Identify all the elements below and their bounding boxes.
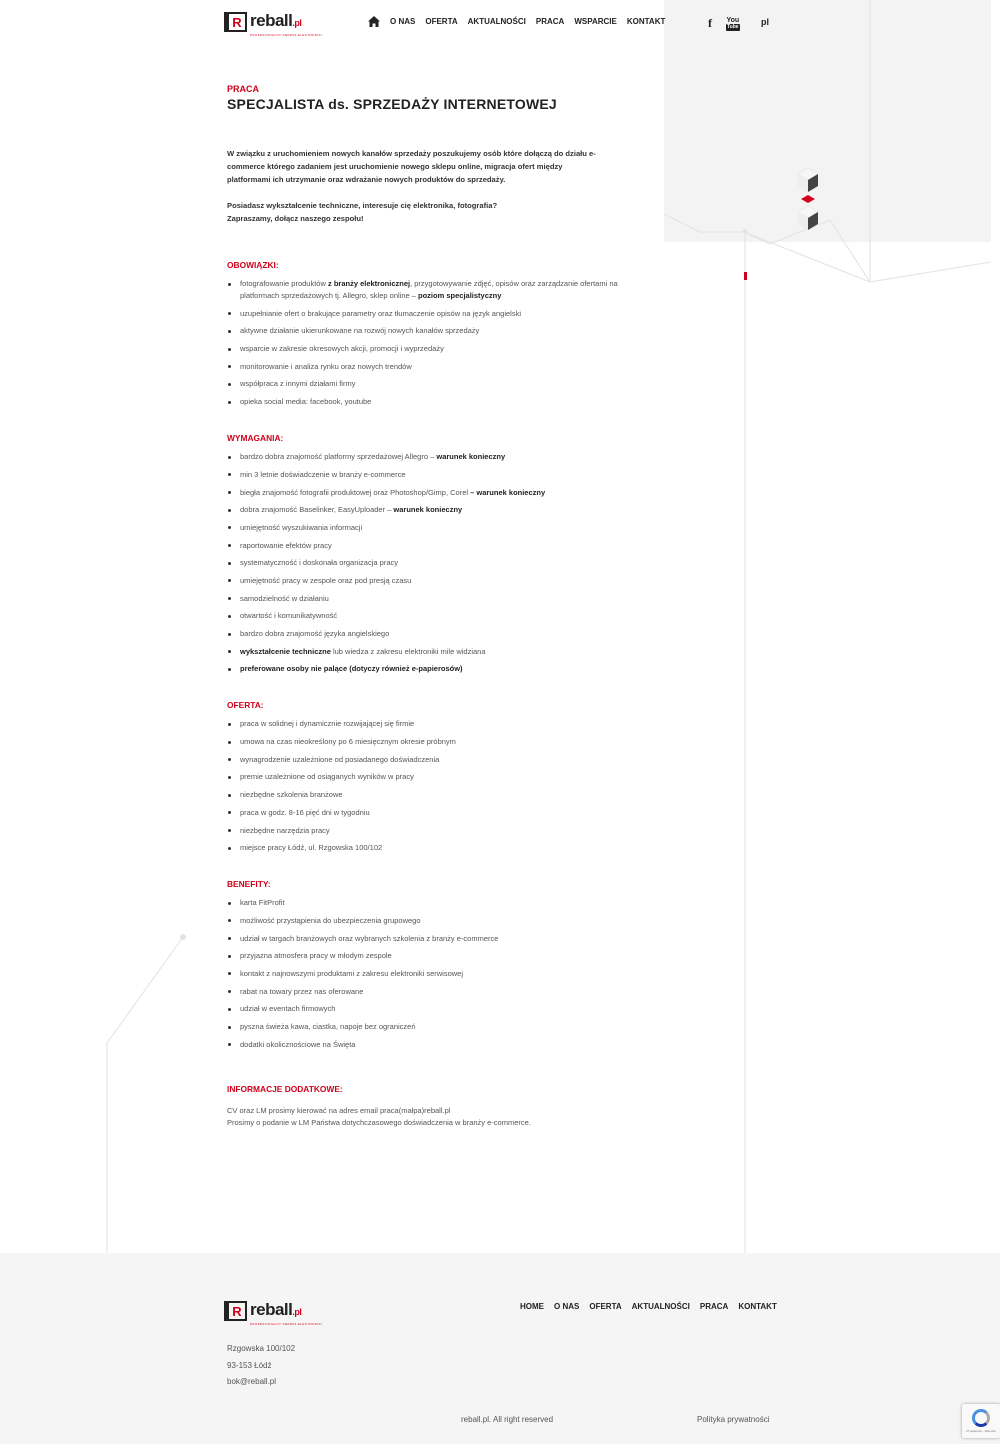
logo-suffix: .pl	[292, 18, 302, 28]
list-item	[227, 278, 647, 302]
nav-item-aktualnosci[interactable]: AKTUALNOŚCI	[467, 17, 526, 26]
list-item-text: niezbędne szkolenia branżowe	[240, 790, 343, 800]
list-item	[227, 378, 647, 390]
bullet-list	[227, 451, 647, 675]
list-item-text: wsparcie w zakresie okresowych akcji, promocji i wyprzedaży	[240, 344, 444, 354]
footer-nav	[520, 1302, 777, 1311]
logo-suffix: .pl	[292, 1307, 302, 1317]
info-line: CV oraz LM prosimy kierować na adres email praca(małpa)reball.pl	[227, 1105, 451, 1115]
list-item	[227, 487, 647, 499]
list-item	[227, 396, 647, 408]
list-item-text: uzupełnianie ofert o brakujące parametry oraz tłumaczenie opisów na język angielski	[240, 308, 521, 318]
list-item	[227, 897, 647, 909]
list-item-text: karta FitProfit	[240, 898, 285, 908]
list-item-text: dodatki okolicznościowe na Święta	[240, 1039, 356, 1049]
intro-paragraph: Posiadasz wykształcenie techniczne, interesuje cię elektronika, fotografia? Zapraszamy, dołącz naszego zespołu!	[227, 201, 498, 223]
nav-item-praca[interactable]: PRACA	[535, 17, 565, 26]
address-email-link[interactable]: bok@reball.pl	[227, 1377, 277, 1386]
language-switch[interactable]: pl	[761, 17, 769, 27]
logo-mark-icon: R	[227, 12, 247, 32]
list-item-text: samodzielność w działaniu	[240, 593, 329, 603]
list-item	[227, 986, 647, 998]
list-item	[227, 789, 647, 801]
decorative-red-tick	[744, 272, 747, 280]
logo-wordmark: reball	[250, 11, 293, 30]
logo-tagline: PROFESJONALNY SERWIS ELEKTRONIKI	[250, 33, 323, 37]
nav-item-o-nas[interactable]: O NAS	[390, 17, 416, 26]
list-item-text: możliwość przystąpienia do ubezpieczenia grupowego	[240, 915, 421, 925]
intro-text	[227, 147, 597, 225]
list-item-text: lub wiedza z zakresu elektroniki mile widziana	[330, 646, 486, 656]
list-item-text: praca w godz. 8-16 pięć dni w tygodniu	[240, 807, 370, 817]
list-item	[227, 610, 647, 622]
footer-nav-aktualnosci[interactable]: AKTUALNOŚCI	[631, 1302, 690, 1311]
job-offer-content	[227, 84, 647, 1130]
address-city: 93-153 Łódź	[227, 1360, 272, 1370]
list-item	[227, 325, 647, 337]
list-item	[227, 361, 647, 373]
list-item	[227, 842, 647, 854]
list-item-text: otwartość i komunikatywność	[240, 611, 338, 621]
list-item-text: biegła znajomość fotografii produktowej oraz Photoshop/Gimp, Corel	[240, 487, 471, 497]
list-item	[227, 575, 647, 587]
copyright: reball.pl. All right reserved	[461, 1415, 554, 1424]
additional-info	[227, 1084, 647, 1130]
list-item	[227, 771, 647, 783]
list-item	[227, 754, 647, 766]
footer-nav-oferta[interactable]: OFERTA	[589, 1302, 622, 1311]
main-nav	[368, 16, 665, 27]
list-item-emphasis: warunek konieczny	[436, 452, 506, 462]
list-item	[227, 663, 647, 675]
footer-logo[interactable]	[227, 1301, 322, 1326]
nav-item-oferta[interactable]: OFERTA	[425, 17, 458, 26]
list-item-text: systematyczność i doskonała organizacja pracy	[240, 558, 398, 568]
list-item-text: dobra znajomość Baselinker, EasyUploader –	[240, 505, 394, 515]
list-item-emphasis: wykształcenie techniczne	[240, 646, 331, 656]
list-item	[227, 557, 647, 569]
list-item-text: miejsce pracy Łódź, ul. Rzgowska 100/102	[240, 843, 383, 853]
section-obowi-zki	[227, 260, 647, 408]
list-item-text: raportowanie efektów pracy	[240, 540, 332, 550]
address-street: Rzgowska 100/102	[227, 1344, 296, 1353]
footer-nav-o-nas[interactable]: O NAS	[554, 1302, 580, 1311]
footer-address	[227, 1341, 295, 1391]
list-item-text: fotografowanie produktów	[240, 279, 328, 288]
list-item-text: rabat na towary przez nas oferowane	[240, 986, 364, 996]
recaptcha-icon	[972, 1409, 990, 1427]
list-item-text: premie uzależnione od osiąganych wyników w pracy	[240, 772, 414, 782]
logo-wordmark: reball	[250, 1300, 293, 1319]
list-item-emphasis: – warunek konieczny	[470, 487, 546, 497]
list-item-text: bardzo dobra znajomość języka angielskiego	[240, 629, 390, 638]
list-item	[227, 504, 647, 516]
section-heading: BENEFITY:	[227, 879, 271, 890]
youtube-icon-top: You	[726, 16, 740, 24]
list-item-text: przyjazna atmosfera pracy w młodym zespole	[240, 951, 392, 961]
youtube-icon[interactable]	[726, 17, 740, 31]
recaptcha-badge[interactable]	[962, 1404, 1000, 1438]
section-wymagania	[227, 433, 647, 675]
site-footer	[0, 1253, 1000, 1444]
list-item	[227, 646, 647, 658]
recaptcha-label: Prywatność - Warunki	[966, 1429, 996, 1433]
nav-item-wsparcie[interactable]: WSPARCIE	[574, 17, 617, 26]
list-item-text: aktywne działanie ukierunkowane na rozwój nowych kanałów sprzedaży	[240, 326, 480, 336]
section-heading: OFERTA:	[227, 700, 264, 711]
list-item	[227, 593, 647, 605]
page-title: SPECJALISTA ds. SPRZEDAŻY INTERNETOWEJ	[227, 96, 557, 112]
list-item	[227, 1003, 647, 1015]
list-item-text: pyszna świeża kawa, ciastka, napoje bez ograniczeń	[240, 1022, 416, 1031]
list-item	[227, 1039, 647, 1051]
list-item-text: wynagrodzenie uzależnione od posiadanego doświadczenia	[240, 754, 440, 764]
section-heading: OBOWIĄZKI:	[227, 260, 279, 270]
list-item-emphasis: preferowane osoby nie palące (dotyczy również e-papierosów)	[240, 664, 463, 674]
list-item	[227, 968, 647, 980]
sections-container	[227, 260, 647, 1051]
footer-nav-home[interactable]: HOME	[520, 1302, 544, 1311]
info-line: Prosimy o podanie w LM Państwa dotychczasowego doświadczenia w branży e-commerce.	[227, 1118, 531, 1128]
list-item-text: umowa na czas nieokreślony po 6 miesięcznym okresie próbnym	[240, 737, 456, 747]
list-item-text: min 3 letnie doświadczenie w branży e-commerce	[240, 469, 406, 479]
youtube-icon-bottom: Tube	[727, 23, 739, 30]
bullet-list	[227, 278, 647, 408]
list-item	[227, 308, 647, 320]
footer-nav-praca[interactable]: PRACA	[699, 1302, 729, 1311]
list-item-text: umiejętność pracy w zespole oraz pod presją czasu	[240, 575, 412, 585]
list-item-emphasis: z branży elektronicznej	[327, 279, 411, 288]
logo-tagline: PROFESJONALNY SERWIS ELEKTRONIKI	[250, 1322, 323, 1326]
list-item	[227, 825, 647, 837]
list-item-text: współpraca z innymi działami firmy	[240, 379, 356, 389]
list-item-text: opieka social media: facebook, youtube	[240, 397, 372, 407]
list-item	[227, 950, 647, 962]
list-item-text: umiejętność wyszukiwania informacji	[240, 522, 363, 532]
list-item-text: praca w solidnej i dynamicznie rozwijającej się firmie	[240, 719, 415, 729]
list-item-text: kontakt z najnowszymi produktami z zakresu elektroniki serwisowej	[240, 968, 464, 978]
list-item-text: niezbędne narzędzia pracy	[240, 825, 330, 835]
list-item-text: monitorowanie i analiza rynku oraz nowych trendów	[240, 361, 412, 371]
section-benefity	[227, 879, 647, 1051]
section-oferta	[227, 700, 647, 854]
list-item-text: udział w targach branżowych oraz wybranych szkolenia z branży e-commerce	[240, 933, 499, 943]
nav-item-kontakt[interactable]: KONTAKT	[626, 17, 666, 26]
section-heading: INFORMACJE DODATKOWE:	[227, 1083, 343, 1094]
intro-paragraph: W związku z uruchomieniem nowych kanałów sprzedaży poszukujemy osób które dołączą do działu e-commerce którego zadaniem jest uruchomienie nowego sklepu online, migracja ofert między platformami ich utrzymanie oraz wdrażanie nowych produktów do sprzedaży.	[227, 149, 596, 184]
list-item	[227, 522, 647, 534]
list-item	[227, 718, 647, 730]
list-item-text: , przygotowywanie zdjęć, opisów oraz zarządzanie ofertami na platformach sprzedażowych tj. Allegro, sklep online –	[240, 279, 618, 300]
list-item	[227, 915, 647, 927]
bullet-list	[227, 718, 647, 854]
list-item	[227, 628, 647, 640]
list-item	[227, 469, 647, 481]
list-item	[227, 933, 647, 945]
list-item	[227, 343, 647, 355]
facebook-icon[interactable]: f	[708, 16, 712, 30]
privacy-policy-link[interactable]: Polityka prywatności	[697, 1415, 770, 1424]
slider-cube-indicators	[798, 168, 822, 230]
logo[interactable]	[227, 12, 322, 37]
list-item	[227, 1021, 647, 1033]
list-item-emphasis: poziom specjalistyczny	[418, 291, 502, 300]
nav-home-icon[interactable]	[368, 16, 380, 27]
social-links	[708, 16, 740, 31]
list-item	[227, 451, 647, 463]
logo-mark-icon: R	[227, 1301, 247, 1321]
list-item	[227, 736, 647, 748]
footer-nav-kontakt[interactable]: KONTAKT	[738, 1302, 777, 1311]
section-heading: WYMAGANIA:	[227, 433, 284, 444]
page-category: PRACA	[227, 84, 260, 94]
bullet-list	[227, 897, 647, 1051]
list-item	[227, 807, 647, 819]
list-item	[227, 540, 647, 552]
site-header	[0, 0, 1000, 44]
list-item-text: bardzo dobra znajomość platformy sprzedażowej Allegro –	[240, 452, 437, 462]
list-item-emphasis: warunek konieczny	[393, 505, 463, 515]
list-item-text: udział w eventach firmowych	[240, 1004, 336, 1014]
